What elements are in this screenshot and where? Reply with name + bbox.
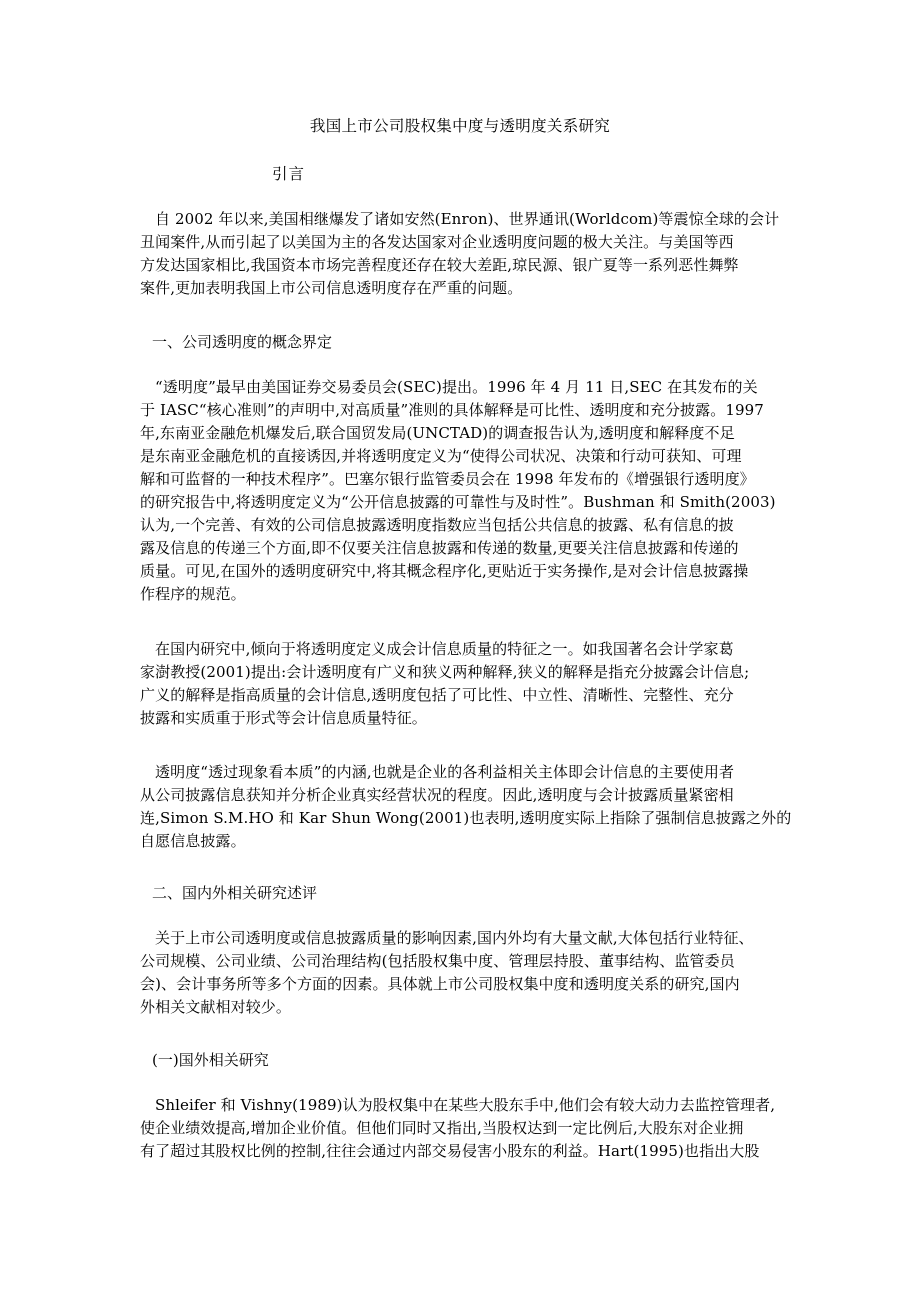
paragraph-line: 自 2002 年以来,美国相继爆发了诸如安然(Enron)、世界通讯(Worldcom)等震惊全球的会计 [155,210,780,228]
section-heading-2: 二、国内外相关研究述评 [152,884,318,902]
subsection-heading-1: (一)国外相关研究 [152,1051,269,1069]
paragraph-4 [140,761,800,853]
paragraph-line: 关于上市公司透明度或信息披露质量的影响因素,国内外均有大量文献,大体包括行业特征、 [155,929,754,947]
paragraph-line: 家澍教授(2001)提出:会计透明度有广义和狭义两种解释,狭义的解释是指充分披露会计信息; [140,663,750,681]
paragraph-line: 于 IASC“核心准则”的声明中,对高质量”准则的具体解释是可比性、透明度和充分披露。1997 [140,401,764,419]
paragraph-line: “透明度”最早由美国证券交易委员会(SEC)提出。1996 年 4 月 11 日,SEC 在其发布的关 [155,378,758,396]
paragraph-line: 从公司披露信息获知并分析企业真实经营状况的程度。因此,透明度与会计披露质量紧密相 [140,786,734,804]
paragraph-line: 作程序的规范。 [140,585,246,603]
paragraph-line: 广义的解释是指高质量的会计信息,透明度包括了可比性、中立性、清晰性、完整性、充分 [140,686,734,704]
section-heading-1: 一、公司透明度的概念界定 [152,333,333,351]
paragraph-line: 外相关文献相对较少。 [140,998,292,1016]
paragraph-line: 案件,更加表明我国上市公司信息透明度存在严重的问题。 [140,279,523,297]
paragraph-line: 的研究报告中,将透明度定义为“公开信息披露的可靠性与及时性”。Bushman 和 Smith(2003) [140,493,776,511]
paragraph-line: 有了超过其股权比例的控制,往往会通过内部交易侵害小股东的利益。Hart(1995)也指出大股 [140,1142,760,1160]
paragraph-line: 认为,一个完善、有效的公司信息披露透明度指数应当包括公共信息的披露、私有信息的披 [140,516,734,534]
paragraph-line: 使企业绩效提高,增加企业价值。但他们同时又指出,当股权达到一定比例后,大股东对企业拥 [140,1119,744,1137]
paragraph-line: 披露和实质重于形式等会计信息质量特征。 [140,709,427,727]
paragraph-line: 会)、会计事务所等多个方面的因素。具体就上市公司股权集中度和透明度关系的研究,国内 [140,975,740,993]
paragraph-2 [140,376,800,606]
document-title: 我国上市公司股权集中度与透明度关系研究 [309,117,611,135]
paragraph-line: 公司规模、公司业绩、公司治理结构(包括股权集中度、管理层持股、董事结构、监管委员 [140,952,735,970]
paragraph-line: 是东南亚金融危机的直接诱因,并将透明度定义为“使得公司状况、决策和行动可获知、可理 [140,447,742,465]
intro-heading: 引言 [272,165,306,183]
paragraph-line: 解和可监督的一种技术程序”。巴塞尔银行监管委员会在 1998 年发布的《增强银行透明度》 [140,470,755,488]
paragraph-line: 透明度“透过现象看本质”的内涵,也就是企业的各利益相关主体即会计信息的主要使用者 [155,763,735,781]
paragraph-line: 质量。可见,在国外的透明度研究中,将其概念程序化,更贴近于实务操作,是对会计信息披露操 [140,562,749,580]
paragraph-5 [140,927,800,1019]
paragraph-1 [140,208,800,300]
paragraph-3 [140,638,800,730]
paragraph-line: 在国内研究中,倾向于将透明度定义成会计信息质量的特征之一。如我国著名会计学家葛 [155,640,734,658]
paragraph-line: 丑闻案件,从而引起了以美国为主的各发达国家对企业透明度问题的极大关注。与美国等西 [140,233,734,251]
paragraph-6 [140,1094,800,1163]
paragraph-line: 自愿信息披露。 [140,832,246,850]
paragraph-line: 连,Simon S.M.HO 和 Kar Shun Wong(2001)也表明,透明度实际上指除了强制信息披露之外的 [140,809,792,827]
paragraph-line: 年,东南亚金融危机爆发后,联合国贸发局(UNCTAD)的调查报告认为,透明度和解释度不足 [140,424,735,442]
paragraph-line: 方发达国家相比,我国资本市场完善程度还存在较大差距,琼民源、银广夏等一系列恶性舞弊 [140,256,739,274]
paragraph-line: Shleifer 和 Vishny(1989)认为股权集中在某些大股东手中,他们会有较大动力去监控管理者, [155,1096,776,1114]
paragraph-line: 露及信息的传递三个方面,即不仅要关注信息披露和传递的数量,更要关注信息披露和传递的 [140,539,739,557]
